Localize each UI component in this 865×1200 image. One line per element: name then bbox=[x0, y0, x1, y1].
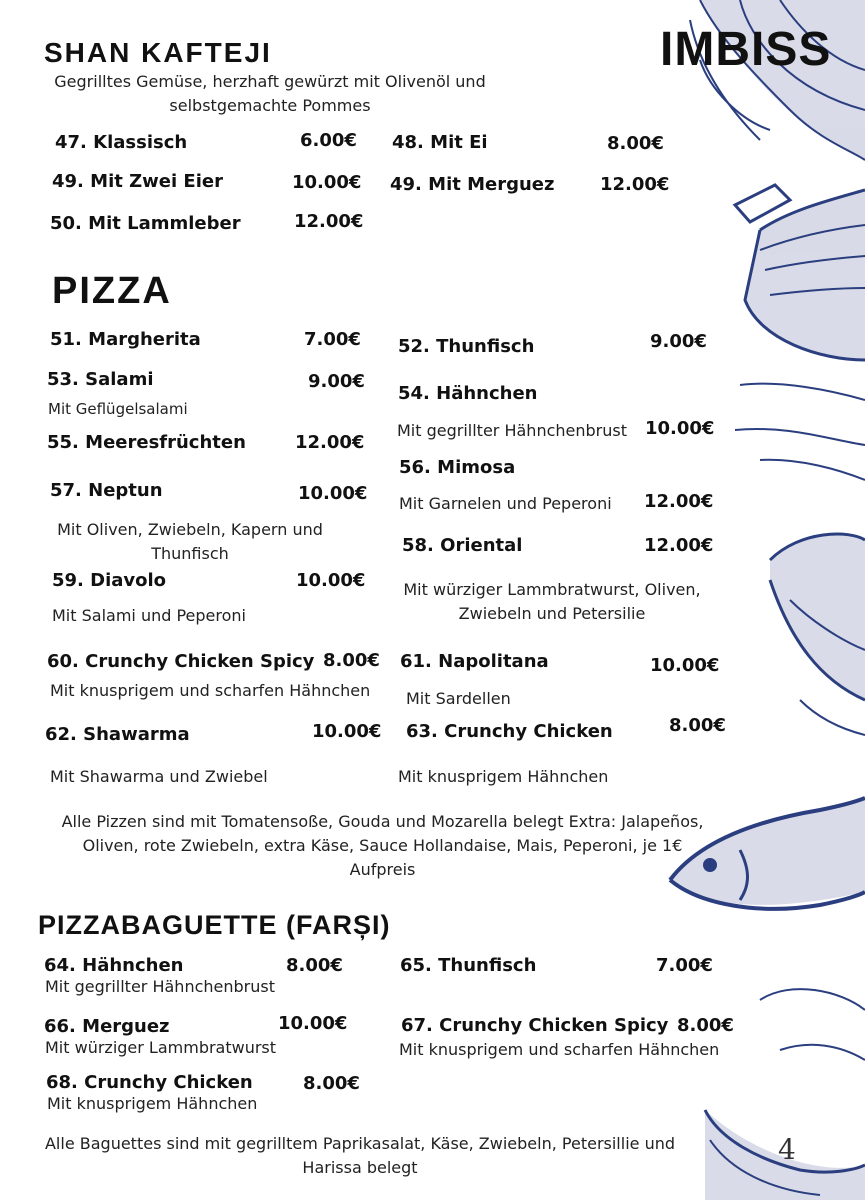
menu-item-description: Mit Oliven, Zwiebeln, Kapern und Thunfisch bbox=[57, 520, 323, 563]
menu-item-name: 54. Hähnchen bbox=[398, 383, 538, 404]
menu-item-price: 9.00€ bbox=[308, 371, 365, 392]
pizza-note: Alle Pizzen sind mit Tomatensoße, Gouda und Mozarella belegt Extra: Jalapeños, Oliven, rote Zwiebeln, extra Käse, Sauce Hollandaise, Mais, Peperoni, je 1€ Aufpreis bbox=[61, 812, 704, 879]
menu-item-description: Mit Shawarma und Zwiebel bbox=[50, 767, 268, 786]
baguette-note: Alle Baguettes sind mit gegrilltem Paprikasalat, Käse, Zwiebeln, Petersillie und Harissa belegt bbox=[44, 1134, 675, 1177]
menu-item-name: 58. Oriental bbox=[402, 535, 523, 556]
menu-item-description: Mit knusprigem Hähnchen bbox=[398, 767, 609, 786]
menu-item-price: 10.00€ bbox=[292, 172, 362, 193]
menu-item-name: 47. Klassisch bbox=[55, 132, 188, 153]
menu-item-price: 12.00€ bbox=[644, 491, 714, 512]
menu-item-name: 50. Mit Lammleber bbox=[50, 213, 241, 234]
menu-item-price: 12.00€ bbox=[294, 211, 364, 232]
menu-item-price: 9.00€ bbox=[650, 331, 707, 352]
menu-item-description: Mit knusprigem und scharfen Hähnchen bbox=[50, 681, 371, 700]
menu-item-name: 64. Hähnchen bbox=[44, 955, 184, 976]
menu-item-name: 53. Salami bbox=[47, 369, 154, 390]
menu-item-name: 61. Napolitana bbox=[400, 651, 549, 672]
menu-item-price: 7.00€ bbox=[656, 955, 713, 976]
menu-item-name: 59. Diavolo bbox=[52, 570, 167, 591]
menu-item-price: 10.00€ bbox=[296, 570, 366, 591]
menu-item-price: 12.00€ bbox=[644, 535, 714, 556]
menu-item-price: 10.00€ bbox=[298, 483, 368, 504]
page-number: 4 bbox=[778, 1133, 796, 1166]
menu-item-price: 8.00€ bbox=[303, 1073, 360, 1094]
menu-item-description: Mit würziger Lammbratwurst bbox=[45, 1038, 277, 1057]
menu-item-description: Mit gegrillter Hähnchenbrust bbox=[397, 421, 627, 440]
section-title-baguette: PIZZABAGUETTE (FARȘI) bbox=[38, 910, 391, 940]
menu-item-price: 8.00€ bbox=[607, 133, 664, 154]
menu-item-description: Mit Garnelen und Peperoni bbox=[399, 494, 612, 513]
menu-item-price: 8.00€ bbox=[323, 650, 380, 671]
menu-item-price: 10.00€ bbox=[645, 418, 715, 439]
menu-item-name: 55. Meeresfrüchten bbox=[47, 432, 246, 453]
menu-item-name: 68. Crunchy Chicken bbox=[46, 1072, 253, 1093]
kafteji-description: Gegrilltes Gemüse, herzhaft gewürzt mit Olivenöl und selbstgemachte Pommes bbox=[54, 72, 486, 115]
menu-item-price: 6.00€ bbox=[300, 130, 357, 151]
menu-item-name: 49. Mit Merguez bbox=[390, 174, 555, 195]
menu-item-name: 63. Crunchy Chicken bbox=[406, 721, 613, 742]
menu-item-price: 10.00€ bbox=[312, 721, 382, 742]
menu-item-name: 56. Mimosa bbox=[399, 457, 516, 478]
menu-item-name: 52. Thunfisch bbox=[398, 336, 535, 357]
menu-item-name: 66. Merguez bbox=[44, 1016, 170, 1037]
menu-item-description: Mit Salami und Peperoni bbox=[52, 606, 246, 625]
menu-item-price: 10.00€ bbox=[278, 1013, 348, 1034]
menu-item-description: Mit knusprigem Hähnchen bbox=[47, 1094, 258, 1113]
menu-item-name: 48. Mit Ei bbox=[392, 132, 488, 153]
section-title-pizza: PIZZA bbox=[52, 270, 172, 312]
menu-item-description: Mit gegrillter Hähnchenbrust bbox=[45, 977, 275, 996]
menu-item-price: 10.00€ bbox=[650, 655, 720, 676]
page-title: IMBISS bbox=[660, 23, 832, 76]
menu-item-price: 8.00€ bbox=[669, 715, 726, 736]
menu-item-name: 67. Crunchy Chicken Spicy bbox=[401, 1015, 669, 1036]
menu-item-price: 8.00€ bbox=[677, 1015, 734, 1036]
menu-item-name: 51. Margherita bbox=[50, 329, 201, 350]
menu-item-name: 60. Crunchy Chicken Spicy bbox=[47, 651, 315, 672]
menu-item-name: 62. Shawarma bbox=[45, 724, 190, 745]
menu-item-price: 12.00€ bbox=[600, 174, 670, 195]
section-title-kafteji: SHAN KAFTEJI bbox=[44, 37, 272, 68]
menu-item-price: 8.00€ bbox=[286, 955, 343, 976]
menu-item-name: 49. Mit Zwei Eier bbox=[52, 171, 223, 192]
menu-item-description: Mit Sardellen bbox=[406, 689, 511, 708]
menu-item-description: Mit knusprigem und scharfen Hähnchen bbox=[399, 1040, 720, 1059]
menu-item-description: Mit würziger Lammbratwurst, Oliven, Zwiebeln und Petersilie bbox=[403, 580, 701, 623]
menu-item-price: 12.00€ bbox=[295, 432, 365, 453]
menu-item-name: 57. Neptun bbox=[50, 480, 163, 501]
menu-item-price: 7.00€ bbox=[304, 329, 361, 350]
menu-item-description: Mit Geflügelsalami bbox=[48, 400, 188, 418]
menu-item-name: 65. Thunfisch bbox=[400, 955, 537, 976]
